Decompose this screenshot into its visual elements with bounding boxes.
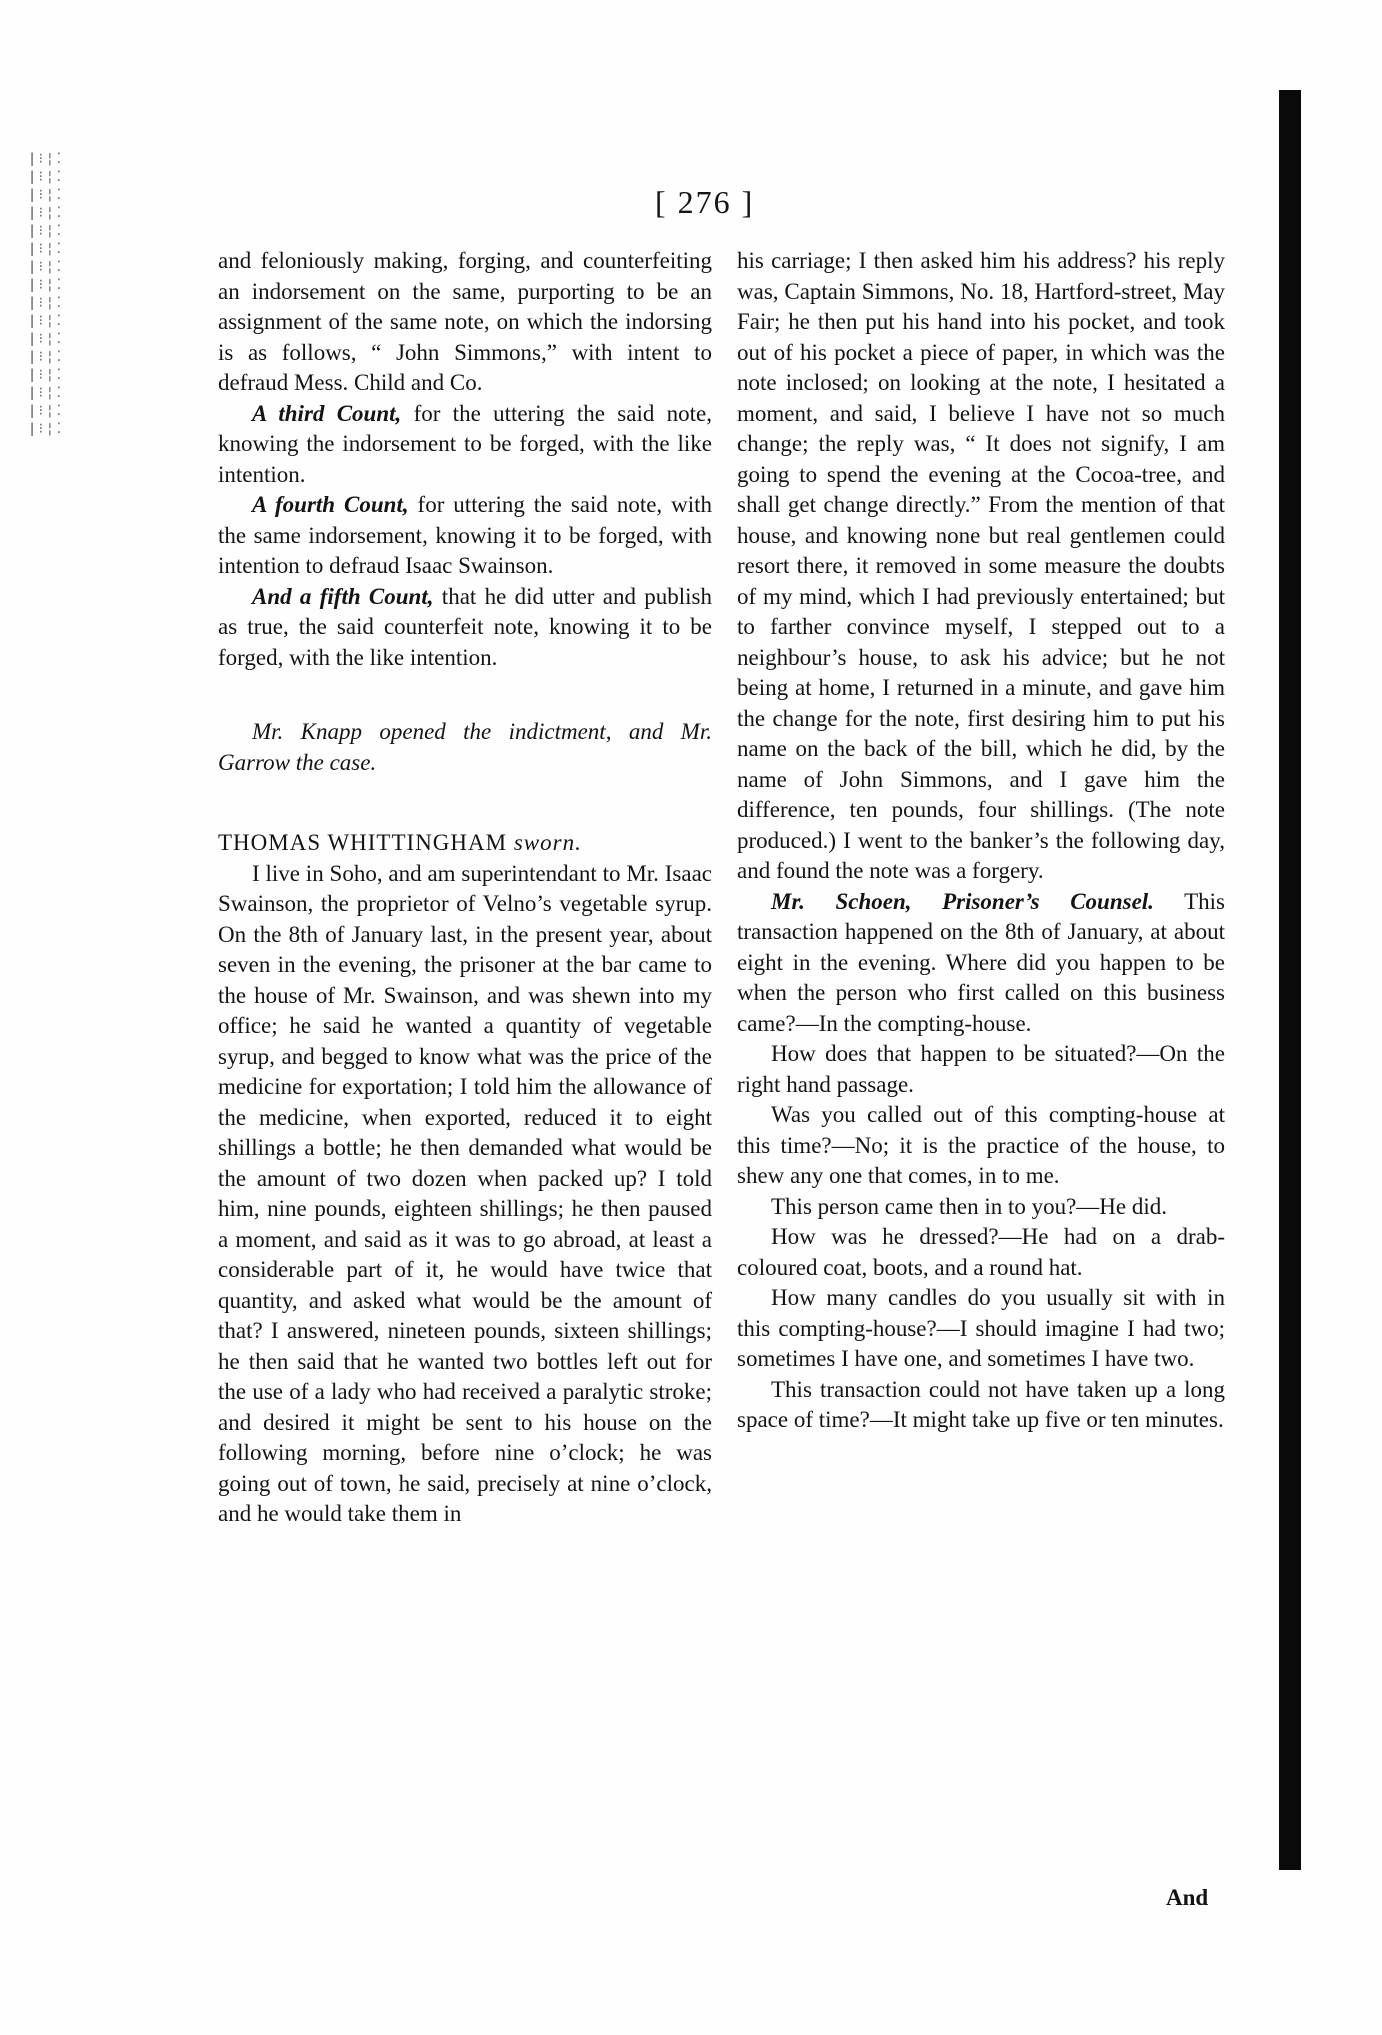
right-text-column: [737, 246, 1225, 1436]
paragraph-text: This transaction happened on the 8th of January, at about eight in the evening. Where did you happen to be when the person who first called on this business came?—In the compting-house.: [737, 888, 1225, 1036]
paragraph: [218, 490, 712, 582]
paragraph: [737, 1375, 1225, 1436]
paragraph-text: Mr. Knapp opened the indictment, and Mr. Garrow the case.: [218, 719, 712, 775]
paragraph-text: How does that happen to be situated?—On the right hand passage.: [737, 1041, 1225, 1097]
paragraph-lead: A fourth Count,: [252, 492, 409, 517]
binding-shadow-edge: [1279, 90, 1301, 1870]
paragraph: [737, 1192, 1225, 1223]
paragraph: [218, 246, 712, 399]
paragraph-lead: And a fifth Count,: [252, 583, 434, 609]
paragraph-text: I live in Soho, and am superintendant to Mr. Isaac Swainson, the proprietor of Velno’s vegetable syrup. On the 8th of January last, in the present year, about seven in the evening, the prisoner at the bar came to the house of Mr. Swainson, and was shewn into my office; he said he wanted a quantity of vegetable syrup, and begged to know what was the price of the medicine for exportation; I told him the allowance of the medicine, when exported, reduced it to eight shillings a bottle; he then demanded what would be the amount of two dozen when packed up? I told him, nine pounds, eighteen shillings; he then paused a moment, and said as it was to go abroad, at least a considerable part of it, he would have twice that quantity, and asked what would be the amount of that? I answered, nineteen pounds, sixteen shillings; he then said that he wanted two bottles left out for the use of a lady who had received a paralytic stroke; and desired it might be sent to his house on the following morning, before nine o’clock; he was going out of town, he said, precisely at nine o’clock, and he would take them in: [218, 860, 712, 1526]
page-number: [ 276 ]: [655, 184, 755, 220]
paragraph: [218, 859, 712, 1530]
paragraph-lead: A third Count,: [252, 400, 402, 426]
paragraph-text: This person came then in to you?—He did.: [771, 1193, 1168, 1219]
paragraph: [737, 887, 1225, 1040]
paragraph-text: THOMAS WHITTINGHAM: [218, 830, 508, 855]
paragraph: [218, 582, 712, 674]
paragraph-tail: sworn.: [507, 830, 582, 855]
catchword: And: [1166, 1885, 1209, 1910]
paragraph-text: How many candles do you usually sit with in this compting-house?—I should imagine I had two; sometimes I have one, and sometimes I have two.: [737, 1285, 1225, 1371]
paragraph-lead: Mr. Schoen, Prisoner’s Counsel.: [771, 888, 1154, 914]
paragraph: [737, 1039, 1225, 1100]
paragraph: [737, 1283, 1225, 1375]
paragraph-text: his carriage; I then asked him his address? his reply was, Captain Simmons, No. 18, Hartford-street, May Fair; he then put his hand into his pocket, and took out of his pocket a piece of paper, in which was the note inclosed; on looking at the note, I hesitated a moment, and said, I believe I have not so much change; the reply was, “ It does not signify, I am going to spend the evening at the Cocoa-tree, and shall get change directly.” From the mention of that house, and knowing none but real gentlemen could resort there, it removed in some measure the doubts of my mind, which I had previously entertained; but to farther convince myself, I stepped out to a neighbour’s house, to ask his advice; but he not being at home, I returned in a minute, and gave him the change for the note, first desiring him to put his name on the back of the bill, which he did, by the name of John Simmons, and I gave him the difference, ten pounds, four shillings. (The note produced.) I went to the banker’s the following day, and found the note was a forgery.: [737, 248, 1225, 883]
paragraph-gap: [218, 778, 712, 822]
witness-heading: [218, 828, 712, 859]
paragraph: [218, 717, 712, 778]
paragraph-text: and feloniously making, forging, and counterfeiting an indorsement on the same, purporting to be an assignment of the same note, on which the indorsing is as follows, “ John Simmons,” with intent to defraud Mess. Child and Co.: [218, 248, 712, 395]
left-text-column: [218, 246, 712, 1530]
paragraph-text: for uttering the said note, with the same indorsement, knowing it to be forged, with intention to defraud Isaac Swainson.: [218, 492, 713, 578]
paragraph-gap: [218, 673, 712, 717]
paragraph-text: for the uttering the said note, knowing the indorsement to be forged, with the like intention.: [218, 400, 712, 487]
paragraph: [737, 246, 1225, 887]
paragraph: [737, 1222, 1225, 1283]
paragraph-text: This transaction could not have taken up a long space of time?—It might take up five or ten minutes.: [737, 1376, 1225, 1432]
paragraph-text: that he did utter and publish as true, the said counterfeit note, knowing it to be forged, with the like intention.: [218, 583, 712, 670]
paragraph: [737, 1100, 1225, 1192]
paragraph-text: How was he dressed?—He had on a drab-coloured coat, boots, and a round hat.: [737, 1224, 1225, 1280]
paragraph-text: Was you called out of this compting-house at this time?—No; it is the practice of the house, to shew any one that comes, in to me.: [737, 1102, 1225, 1188]
gutter-scan-marks: ǀ ⁝ ¦ ⁚ ǀ ⁝ ¦ ⁚ ǀ ⁝ ¦ ⁚ ǀ ⁝ ¦ ⁚ ǀ ⁝ ¦ ⁚ ǀ ⁝ ¦ ⁚ ǀ ⁝ ¦ ⁚ ǀ ⁝ ¦ ⁚ ǀ ⁝ ¦ ⁚ ǀ ⁝ ¦ ⁚ ǀ ⁝ ¦ ⁚ ǀ ⁝ ¦ ⁚ ǀ ⁝ ¦ ⁚ ǀ ⁝ ¦ ⁚ ǀ ⁝ ¦ ⁚ ǀ ⁝ ¦ ⁚: [30, 151, 62, 437]
paragraph: [218, 399, 712, 491]
